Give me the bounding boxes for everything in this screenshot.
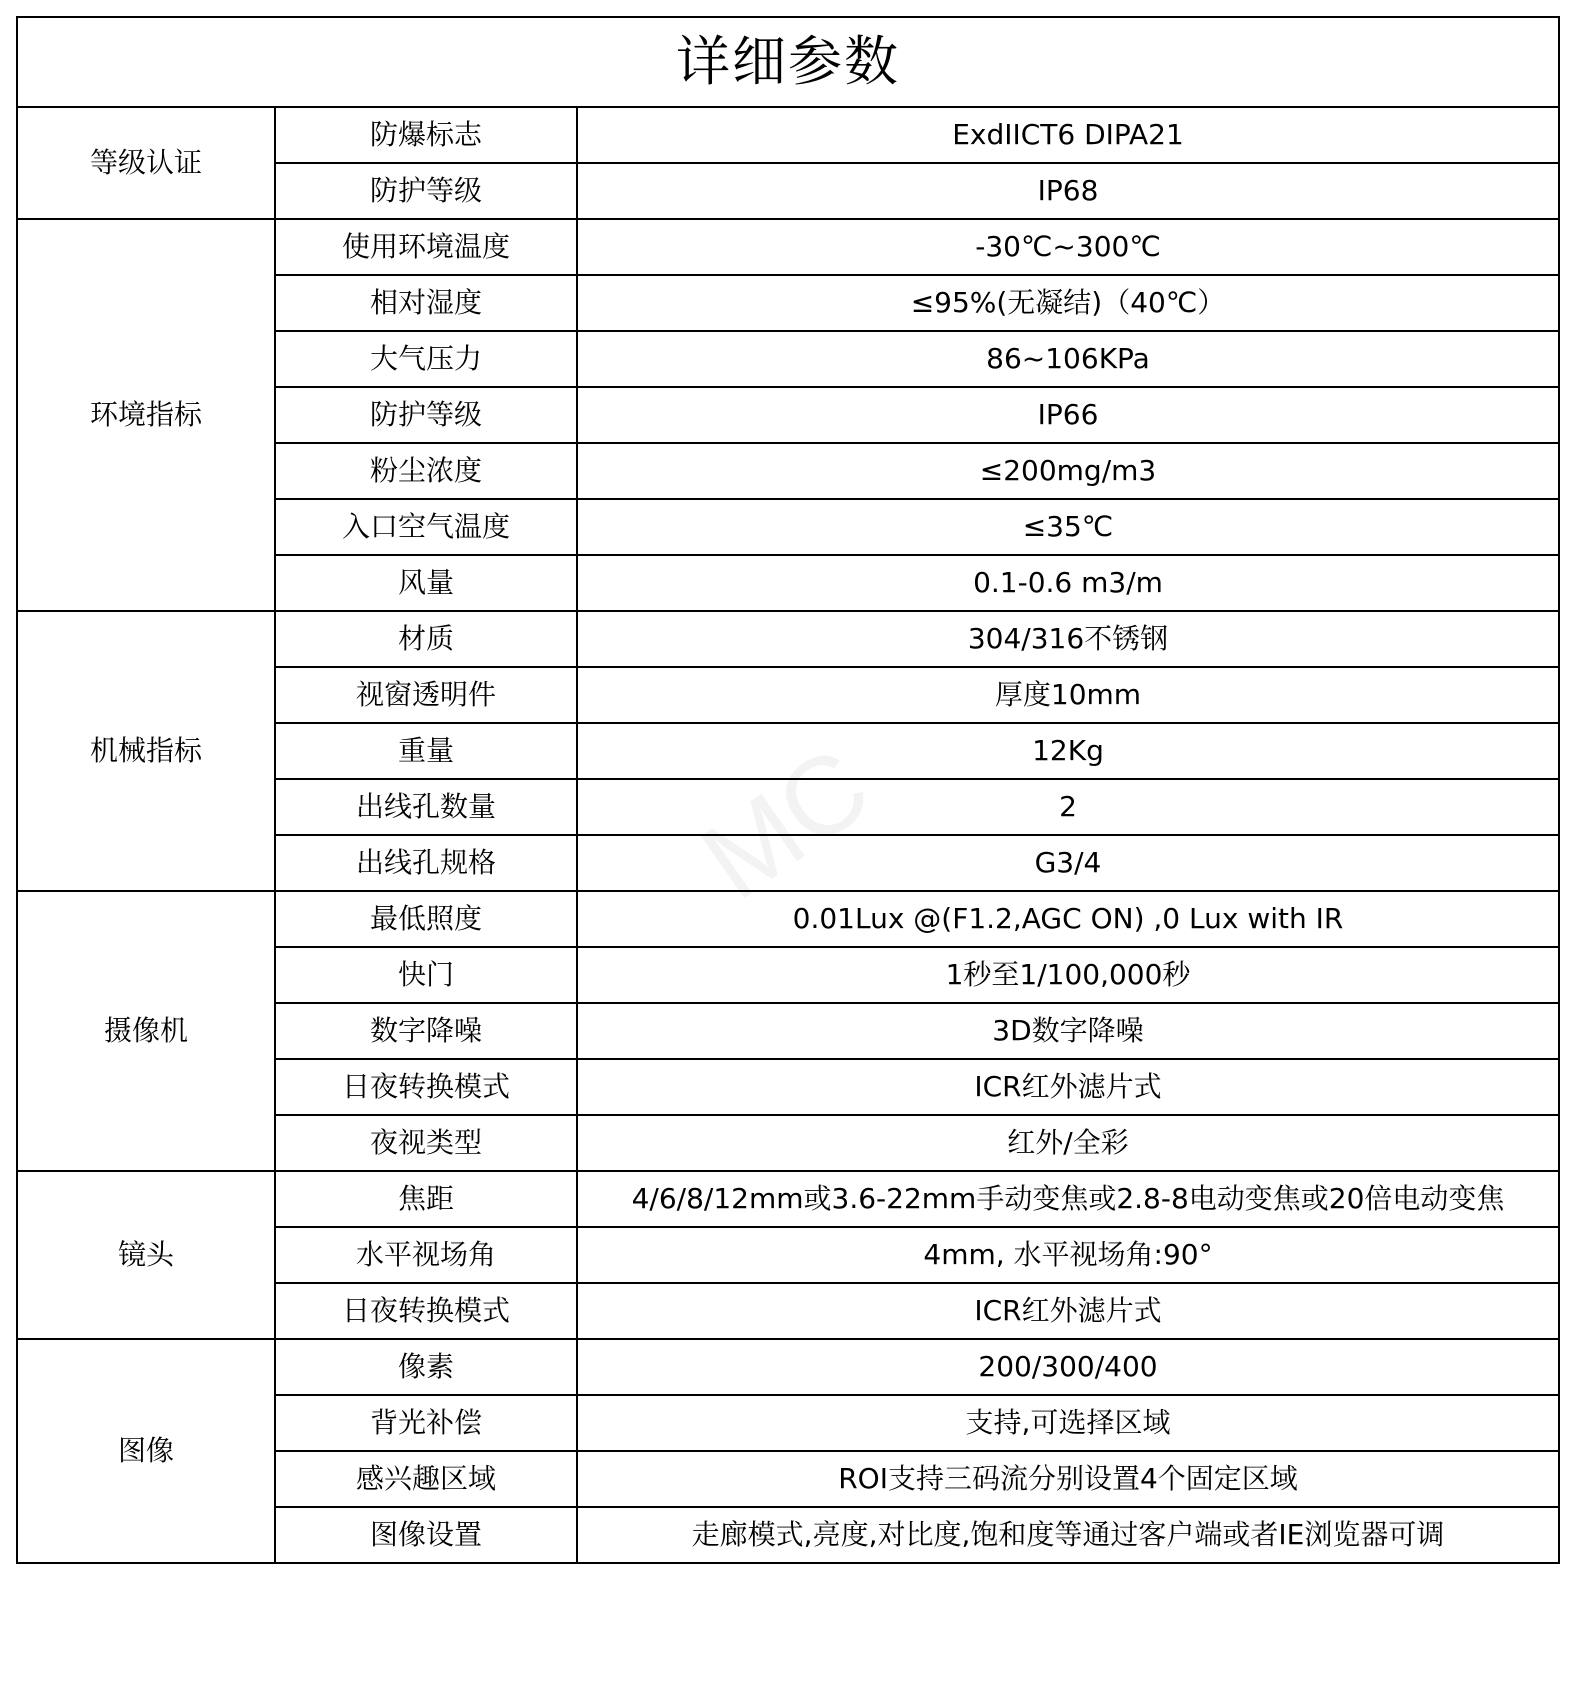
- param-label-cell: 使用环境温度: [275, 219, 577, 275]
- param-label-cell: 出线孔数量: [275, 779, 577, 835]
- param-label-cell: 水平视场角: [275, 1227, 577, 1283]
- table-row: [17, 611, 1559, 667]
- param-label-cell: 防护等级: [275, 163, 577, 219]
- table-row: [17, 219, 1559, 275]
- param-label-cell: 视窗透明件: [275, 667, 577, 723]
- param-label-cell: 防爆标志: [275, 107, 577, 163]
- param-value-cell: 1秒至1/100,000秒: [577, 947, 1559, 1003]
- param-value-cell: 走廊模式,亮度,对比度,饱和度等通过客户端或者IE浏览器可调: [577, 1507, 1559, 1563]
- param-value-cell: G3/4: [577, 835, 1559, 891]
- param-label-cell: 数字降噪: [275, 1003, 577, 1059]
- param-value-cell: IP66: [577, 387, 1559, 443]
- table-row: [17, 891, 1559, 947]
- param-label-cell: 入口空气温度: [275, 499, 577, 555]
- param-value-cell: 4mm, 水平视场角:90°: [577, 1227, 1559, 1283]
- param-label-cell: 快门: [275, 947, 577, 1003]
- param-value-cell: 厚度10mm: [577, 667, 1559, 723]
- watermark: MC: [680, 724, 891, 923]
- param-value-cell: ICR红外滤片式: [577, 1283, 1559, 1339]
- param-label-cell: 感兴趣区域: [275, 1451, 577, 1507]
- page-title: 详细参数: [17, 17, 1559, 107]
- param-value-cell: 支持,可选择区域: [577, 1395, 1559, 1451]
- param-label-cell: 重量: [275, 723, 577, 779]
- param-value-cell: ≤200mg/m3: [577, 443, 1559, 499]
- param-label-cell: 像素: [275, 1339, 577, 1395]
- param-label-cell: 焦距: [275, 1171, 577, 1227]
- param-value-cell: 3D数字降噪: [577, 1003, 1559, 1059]
- category-cell: 图像: [17, 1339, 275, 1563]
- category-cell: 镜头: [17, 1171, 275, 1339]
- param-value-cell: ROI支持三码流分别设置4个固定区域: [577, 1451, 1559, 1507]
- table-row: [17, 107, 1559, 163]
- param-label-cell: 最低照度: [275, 891, 577, 947]
- param-label-cell: 防护等级: [275, 387, 577, 443]
- param-label-cell: 日夜转换模式: [275, 1283, 577, 1339]
- param-label-cell: 材质: [275, 611, 577, 667]
- param-value-cell: 0.01Lux @(F1.2,AGC ON) ,0 Lux with IR: [577, 891, 1559, 947]
- param-value-cell: 红外/全彩: [577, 1115, 1559, 1171]
- spec-table: [16, 16, 1560, 1564]
- param-label-cell: 夜视类型: [275, 1115, 577, 1171]
- param-label-cell: 大气压力: [275, 331, 577, 387]
- param-label-cell: 图像设置: [275, 1507, 577, 1563]
- param-label-cell: 出线孔规格: [275, 835, 577, 891]
- param-label-cell: 背光补偿: [275, 1395, 577, 1451]
- category-cell: 机械指标: [17, 611, 275, 891]
- param-value-cell: 86~106KPa: [577, 331, 1559, 387]
- param-value-cell: ≤35℃: [577, 499, 1559, 555]
- param-value-cell: ICR红外滤片式: [577, 1059, 1559, 1115]
- table-row: [17, 1339, 1559, 1395]
- param-value-cell: -30℃~300℃: [577, 219, 1559, 275]
- param-label-cell: 相对湿度: [275, 275, 577, 331]
- param-value-cell: IP68: [577, 163, 1559, 219]
- param-value-cell: ≤95%(无凝结)（40℃）: [577, 275, 1559, 331]
- param-value-cell: 0.1-0.6 m3/m: [577, 555, 1559, 611]
- spec-table-body: [17, 17, 1559, 1563]
- title-row: [17, 17, 1559, 107]
- param-label-cell: 风量: [275, 555, 577, 611]
- param-label-cell: 粉尘浓度: [275, 443, 577, 499]
- category-cell: 摄像机: [17, 891, 275, 1171]
- category-cell: 等级认证: [17, 107, 275, 219]
- category-cell: 环境指标: [17, 219, 275, 611]
- param-label-cell: 日夜转换模式: [275, 1059, 577, 1115]
- param-value-cell: ExdIICT6 DIPA21: [577, 107, 1559, 163]
- param-value-cell: 12Kg: [577, 723, 1559, 779]
- param-value-cell: 4/6/8/12mm或3.6-22mm手动变焦或2.8-8电动变焦或20倍电动变焦: [577, 1171, 1559, 1227]
- param-value-cell: 304/316不锈钢: [577, 611, 1559, 667]
- param-value-cell: 200/300/400: [577, 1339, 1559, 1395]
- param-value-cell: 2: [577, 779, 1559, 835]
- table-row: [17, 1171, 1559, 1227]
